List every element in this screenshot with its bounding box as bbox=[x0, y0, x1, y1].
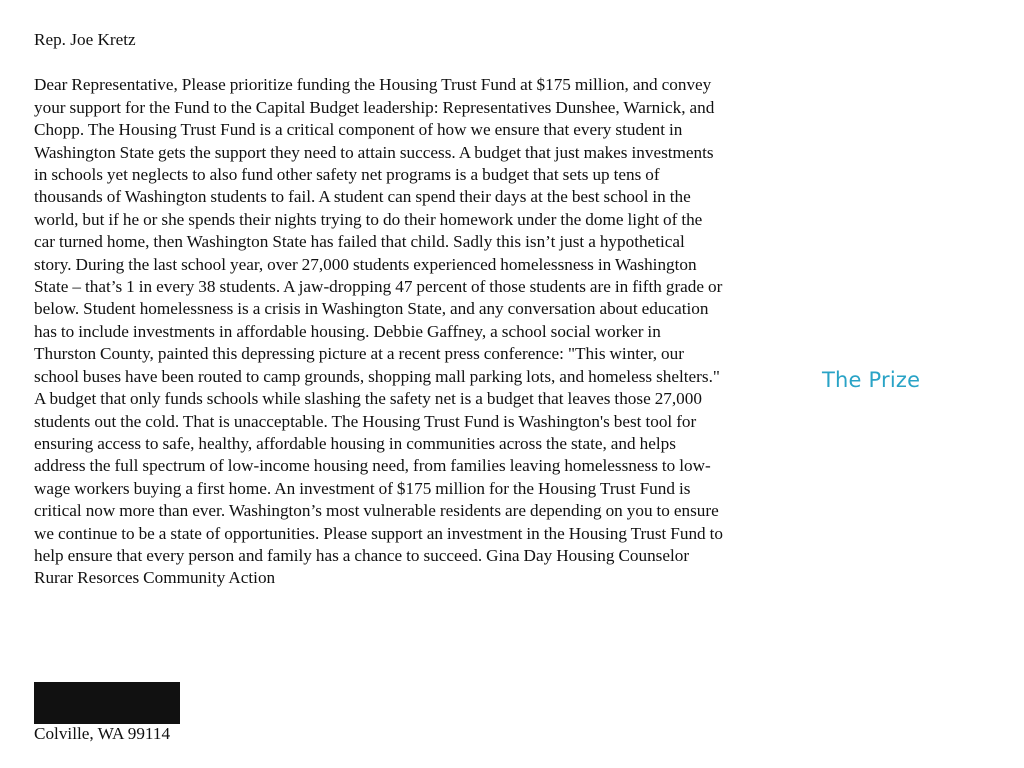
letter-body: Dear Representative, Please prioritize funding the Housing Trust Fund at $175 million, and convey your support for the Fund to the Capital Budget leadership: Representatives Dunshee, Warnick, and Chopp. The Housing Trust Fund is a critical component of how we ensure that every student in Washington State gets the support they need to attain success. A budget that just makes investments in schools yet neglects to also fund other safety net programs is a budget that sets up tens of thousands of Washington students to fail. A student can spend their days at the best school in the world, but if he or she spends their nights trying to do their homework under the dome light of the car turned home, then Washington State has failed that child. Sadly this isn’t just a hypothetical story. During the last school year, over 27,000 students experienced homelessness in Washington State – that’s 1 in every 38 students. A jaw-dropping 47 percent of those students are in fifth grade or below. Student homelessness is a crisis in Washington State, and any conversation about education has to include investments in affordable housing. Debbie Gaffney, a school social worker in Thurston County, painted this depressing picture at a recent press conference: "This winter, our school buses have been routed to camp grounds, shopping mall parking lots, and homeless shelters." A budget that only funds schools while slashing the safety net is a budget that leaves those 27,000 students out the cold. That is unacceptable. The Housing Trust Fund is Washington's best tool for ensuring access to safe, healthy, affordable housing in communities across the state, and helps address the full spectrum of low-income housing need, from families leaving homelessness to low-wage workers buying a first home. An investment of $175 million for the Housing Trust Fund is critical now more than ever. Washington’s most vulnerable residents are depending on you to ensure we continue to be a state of opportunities. Please support an investment in the Housing Trust Fund to help ensure that every person and family has a chance to succeed. Gina Day Housing Counselor Rurar Resorces Community Action bbox=[34, 75, 724, 588]
sender-address: Colville, WA 99114 bbox=[34, 724, 171, 743]
recipient-line: Rep. Joe Kretz bbox=[34, 30, 136, 49]
side-title: The Prize bbox=[822, 368, 921, 392]
letter bbox=[34, 29, 734, 590]
redacted-name-block bbox=[34, 682, 180, 724]
